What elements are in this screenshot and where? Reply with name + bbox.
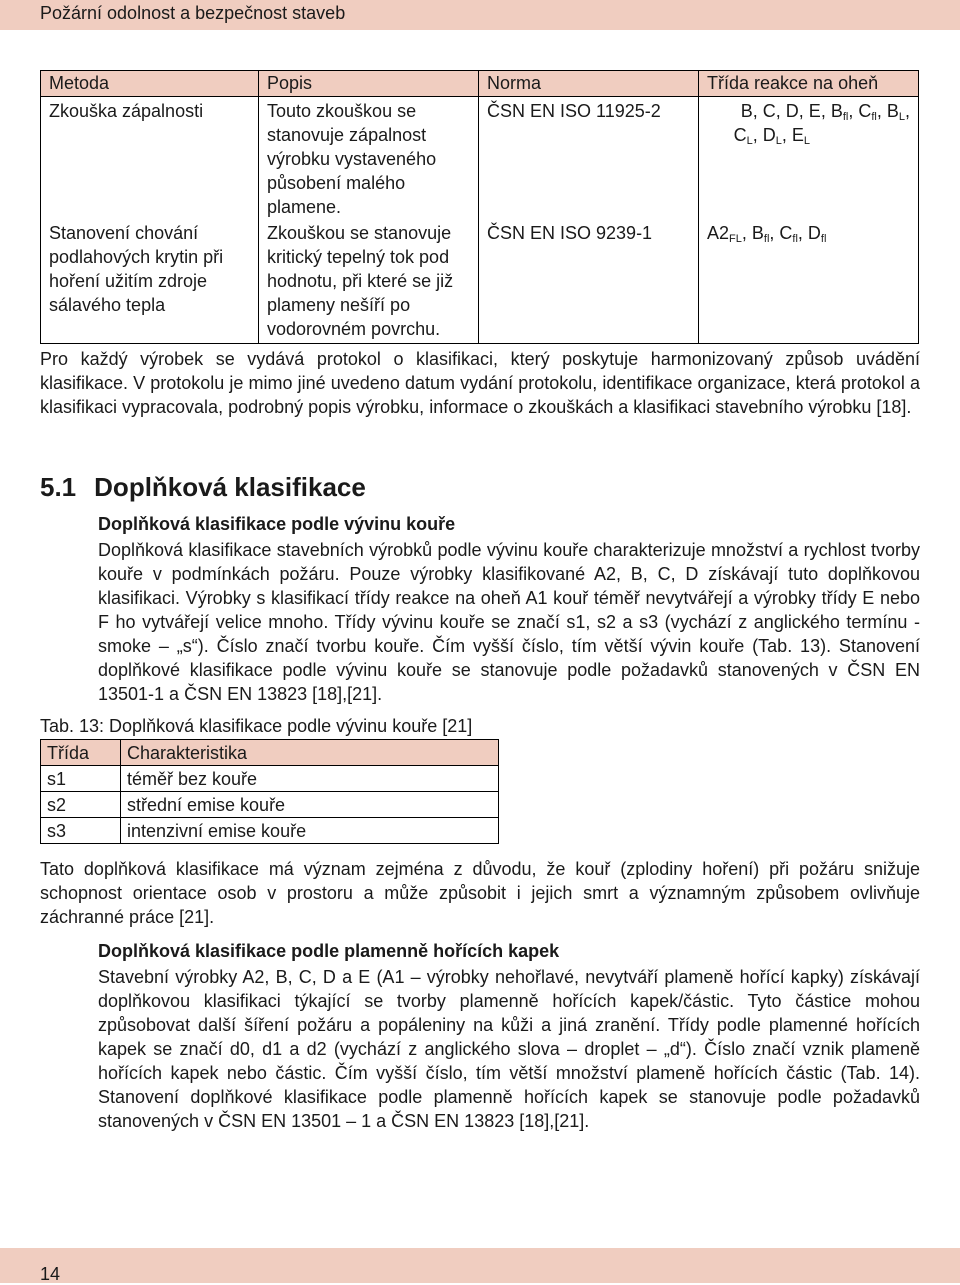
section-heading	[40, 472, 366, 503]
smoke-classes-table	[40, 739, 499, 844]
table-row	[41, 97, 919, 220]
page-number: 14	[40, 1264, 61, 1284]
col-header-trida: Třída	[41, 740, 121, 766]
col-header-trida: Třída reakce na oheň	[699, 71, 919, 97]
cell-trida: B, C, D, E, $B_{fl}$, $C_{fl}$, $B_L$, $C_L$, $D_L$, $E_L$	[699, 97, 919, 220]
col-header-charakteristika: Charakteristika	[121, 740, 499, 766]
cell-popis: Zkouškou se stanovuje kritický tepelný tok pod hodnotu, při které se již plameny nešíří po vodorovném povrchu.	[259, 219, 479, 344]
col-header-metoda: Metoda	[41, 71, 259, 97]
table-row	[41, 766, 499, 792]
paragraph-protocol: Pro každý výrobek se vydává protokol o klasifikaci, který poskytuje harmonizovaný způsob uvádění klasifikace. V protokolu je mimo jiné uvedeno datum vydání protokolu, identifikace organizace, která protokol a klasifikaci vypracovala, podrobný popis výrobku, informace o zkouškách a klasifikaci stavebního výrobku [18].	[40, 349, 920, 417]
paragraph-droplets: Stavební výrobky A2, B, C, D a E (A1 – výrobky nehořlavé, nevytváří plameně hořící kapky) získávají doplňkovou klasifikaci týkající se tvorby plamenně hořících kapek/částic. Tyto částice mohou způsobovat další šíření požáru a popáleniny na kůži a jiná zranění. Třídy podle plamenné hořících kapek se značí d0, d1 a d2 (vychází z anglického slova – droplet – „d“). Číslo značí vznik plameně hořících kapek nebo částic. Čím vyšší číslo, tím větší množství plameně hořících částic (Tab. 14). Stanovení doplňkové klasifikace podle plamenně hořících kapek se stanovuje podle požadavků stanovených v ČSN EN 13501 – 1 a ČSN EN 13823 [18],[21].	[98, 967, 920, 1131]
cell-popis: Touto zkouškou se stanovuje zápalnost výrobku vystaveného působení malého plamene.	[259, 97, 479, 220]
subheading-smoke: Doplňková klasifikace podle vývinu kouře	[98, 514, 456, 534]
section-title: Doplňková klasifikace	[94, 472, 366, 502]
paragraph-smoke: Doplňková klasifikace stavebních výrobků podle vývinu kouře charakterizuje množství a rychlost tvorby kouře v podmínkách požáru. Pouze výrobky klasifikované A2, B, C, D získávají tuto doplňkovou klasifikaci. Výrobky s klasifikací třídy reakce na oheň A1 kouř téměř nevytvářejí a výrobky třídy E nebo F ho vytvářejí velice mnoho. Třídy vývinu kouře se značí s1, s2 a s3 (vychází z anglického termínu - smoke – „s“). Číslo značí tvorbu kouře. Čím vyšší číslo, tím větší vývin kouře (Tab. 13). Stanovení doplňkové klasifikace podle vývinu kouře se stanovuje podle požadavků stanovených v ČSN EN 13501-1 a ČSN EN 13823 [18],[21].	[98, 540, 920, 704]
col-header-norma: Norma	[479, 71, 699, 97]
cell-class: s1	[41, 766, 121, 792]
table-caption: Tab. 13: Doplňková klasifikace podle vývinu kouře [21]	[40, 716, 473, 736]
cell-norma: ČSN EN ISO 11925-2	[479, 97, 699, 220]
cell-metoda: Stanovení chování podlahových krytin při hoření užitím zdroje sálavého tepla	[41, 219, 259, 344]
table-header-row	[41, 740, 499, 766]
table-row	[41, 219, 919, 344]
cell-characteristic: intenzivní emise kouře	[121, 818, 499, 844]
reaction-classes-table	[40, 70, 919, 344]
cell-characteristic: střední emise kouře	[121, 792, 499, 818]
cell-norma: ČSN EN ISO 9239-1	[479, 219, 699, 344]
table-header-row	[41, 71, 919, 97]
cell-class: s2	[41, 792, 121, 818]
cell-class: s3	[41, 818, 121, 844]
cell-metoda: Zkouška zápalnosti	[41, 97, 259, 220]
subheading-droplets: Doplňková klasifikace podle plamenně hořících kapek	[98, 941, 560, 961]
table-row	[41, 818, 499, 844]
col-header-popis: Popis	[259, 71, 479, 97]
section-number: 5.1	[40, 472, 77, 502]
table-row	[41, 792, 499, 818]
cell-characteristic: téměř bez kouře	[121, 766, 499, 792]
paragraph-smoke-significance: Tato doplňková klasifikace má význam zejména z důvodu, že kouř (zplodiny hoření) při požáru snižuje schopnost orientace osob v prostoru a může způsobit i jejich smrt a významným způsobem ovlivňuje záchranné práce [21].	[40, 859, 920, 927]
footer-band	[0, 1248, 960, 1283]
cell-trida: $A2_{FL}$, $B_{fl}$, $C_{fl}$, $D_{fl}$	[699, 219, 919, 344]
page-header-title: Požární odolnost a bezpečnost staveb	[40, 3, 346, 23]
